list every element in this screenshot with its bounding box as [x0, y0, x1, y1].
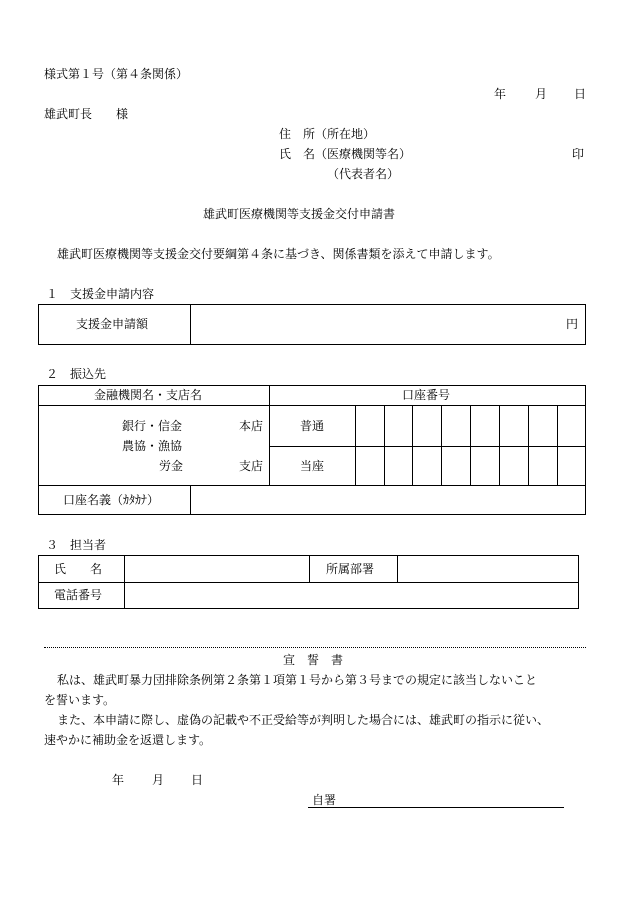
signature-line	[308, 807, 564, 808]
yen-unit: 円	[566, 317, 579, 331]
section1-heading: １ 支援金申請内容	[46, 287, 155, 301]
contact-phone-label: 電話番号	[54, 588, 103, 602]
signature-label: 自署	[312, 793, 337, 807]
contact-dept-label: 所属部署	[326, 562, 375, 576]
name-label: 氏 名（医療機関等名）	[279, 147, 412, 161]
oath-line-4: 速やかに補助金を返還します。	[44, 733, 212, 747]
address-label: 住 所（所在地）	[279, 127, 376, 141]
addressee: 雄武町長 様	[44, 107, 129, 121]
oath-date-month-label: 月	[152, 773, 165, 787]
oath-line-2: を誓います。	[44, 693, 116, 707]
oath-line-1: 私は、雄武町暴力団排除条例第２条第１項第１号から第３号までの規定に該当しないこと	[57, 673, 538, 687]
oath-separator	[44, 647, 586, 648]
account-holder-label: 口座名義（ｶﾀｶﾅ）	[63, 493, 160, 507]
oath-line-3: また、本申請に際し、虚偽の記載や不正受給等が判明した場合には、雄武町の指示に従い、	[57, 713, 550, 727]
branch-sub-label: 支店	[239, 459, 264, 473]
application-amount-label: 支援金申請額	[76, 317, 149, 331]
branch-main-label: 本店	[239, 419, 264, 433]
bank-type-bank-shinkin: 銀行・信金	[122, 419, 183, 433]
section2-heading: ２ 振込先	[46, 367, 107, 381]
account-current-label: 当座	[300, 459, 325, 473]
date-day-label: 日	[574, 87, 587, 101]
section3-heading: ３ 担当者	[46, 538, 107, 552]
account-ordinary-label: 普通	[300, 419, 325, 433]
account-number-header: 口座番号	[402, 388, 451, 402]
representative-label: （代表者名）	[327, 167, 400, 181]
bank-type-rokin: 労金	[159, 459, 184, 473]
oath-title: 宣 誓 書	[283, 653, 344, 667]
bank-type-nokyo-gyokyo: 農協・漁協	[122, 439, 183, 453]
document-title: 雄武町医療機関等支援金交付申請書	[203, 207, 396, 221]
form-number: 様式第１号（第４条関係）	[44, 67, 189, 81]
oath-date-day-label: 日	[191, 773, 204, 787]
seal-mark: 印	[572, 147, 585, 161]
date-year-label: 年	[494, 87, 507, 101]
contact-name-label: 氏 名	[54, 562, 103, 576]
bank-branch-header: 金融機関名・支店名	[94, 388, 203, 402]
oath-date-year-label: 年	[112, 773, 125, 787]
date-month-label: 月	[535, 87, 548, 101]
intro-text: 雄武町医療機関等支援金交付要綱第４条に基づき、関係書類を添えて申請します。	[57, 247, 500, 261]
